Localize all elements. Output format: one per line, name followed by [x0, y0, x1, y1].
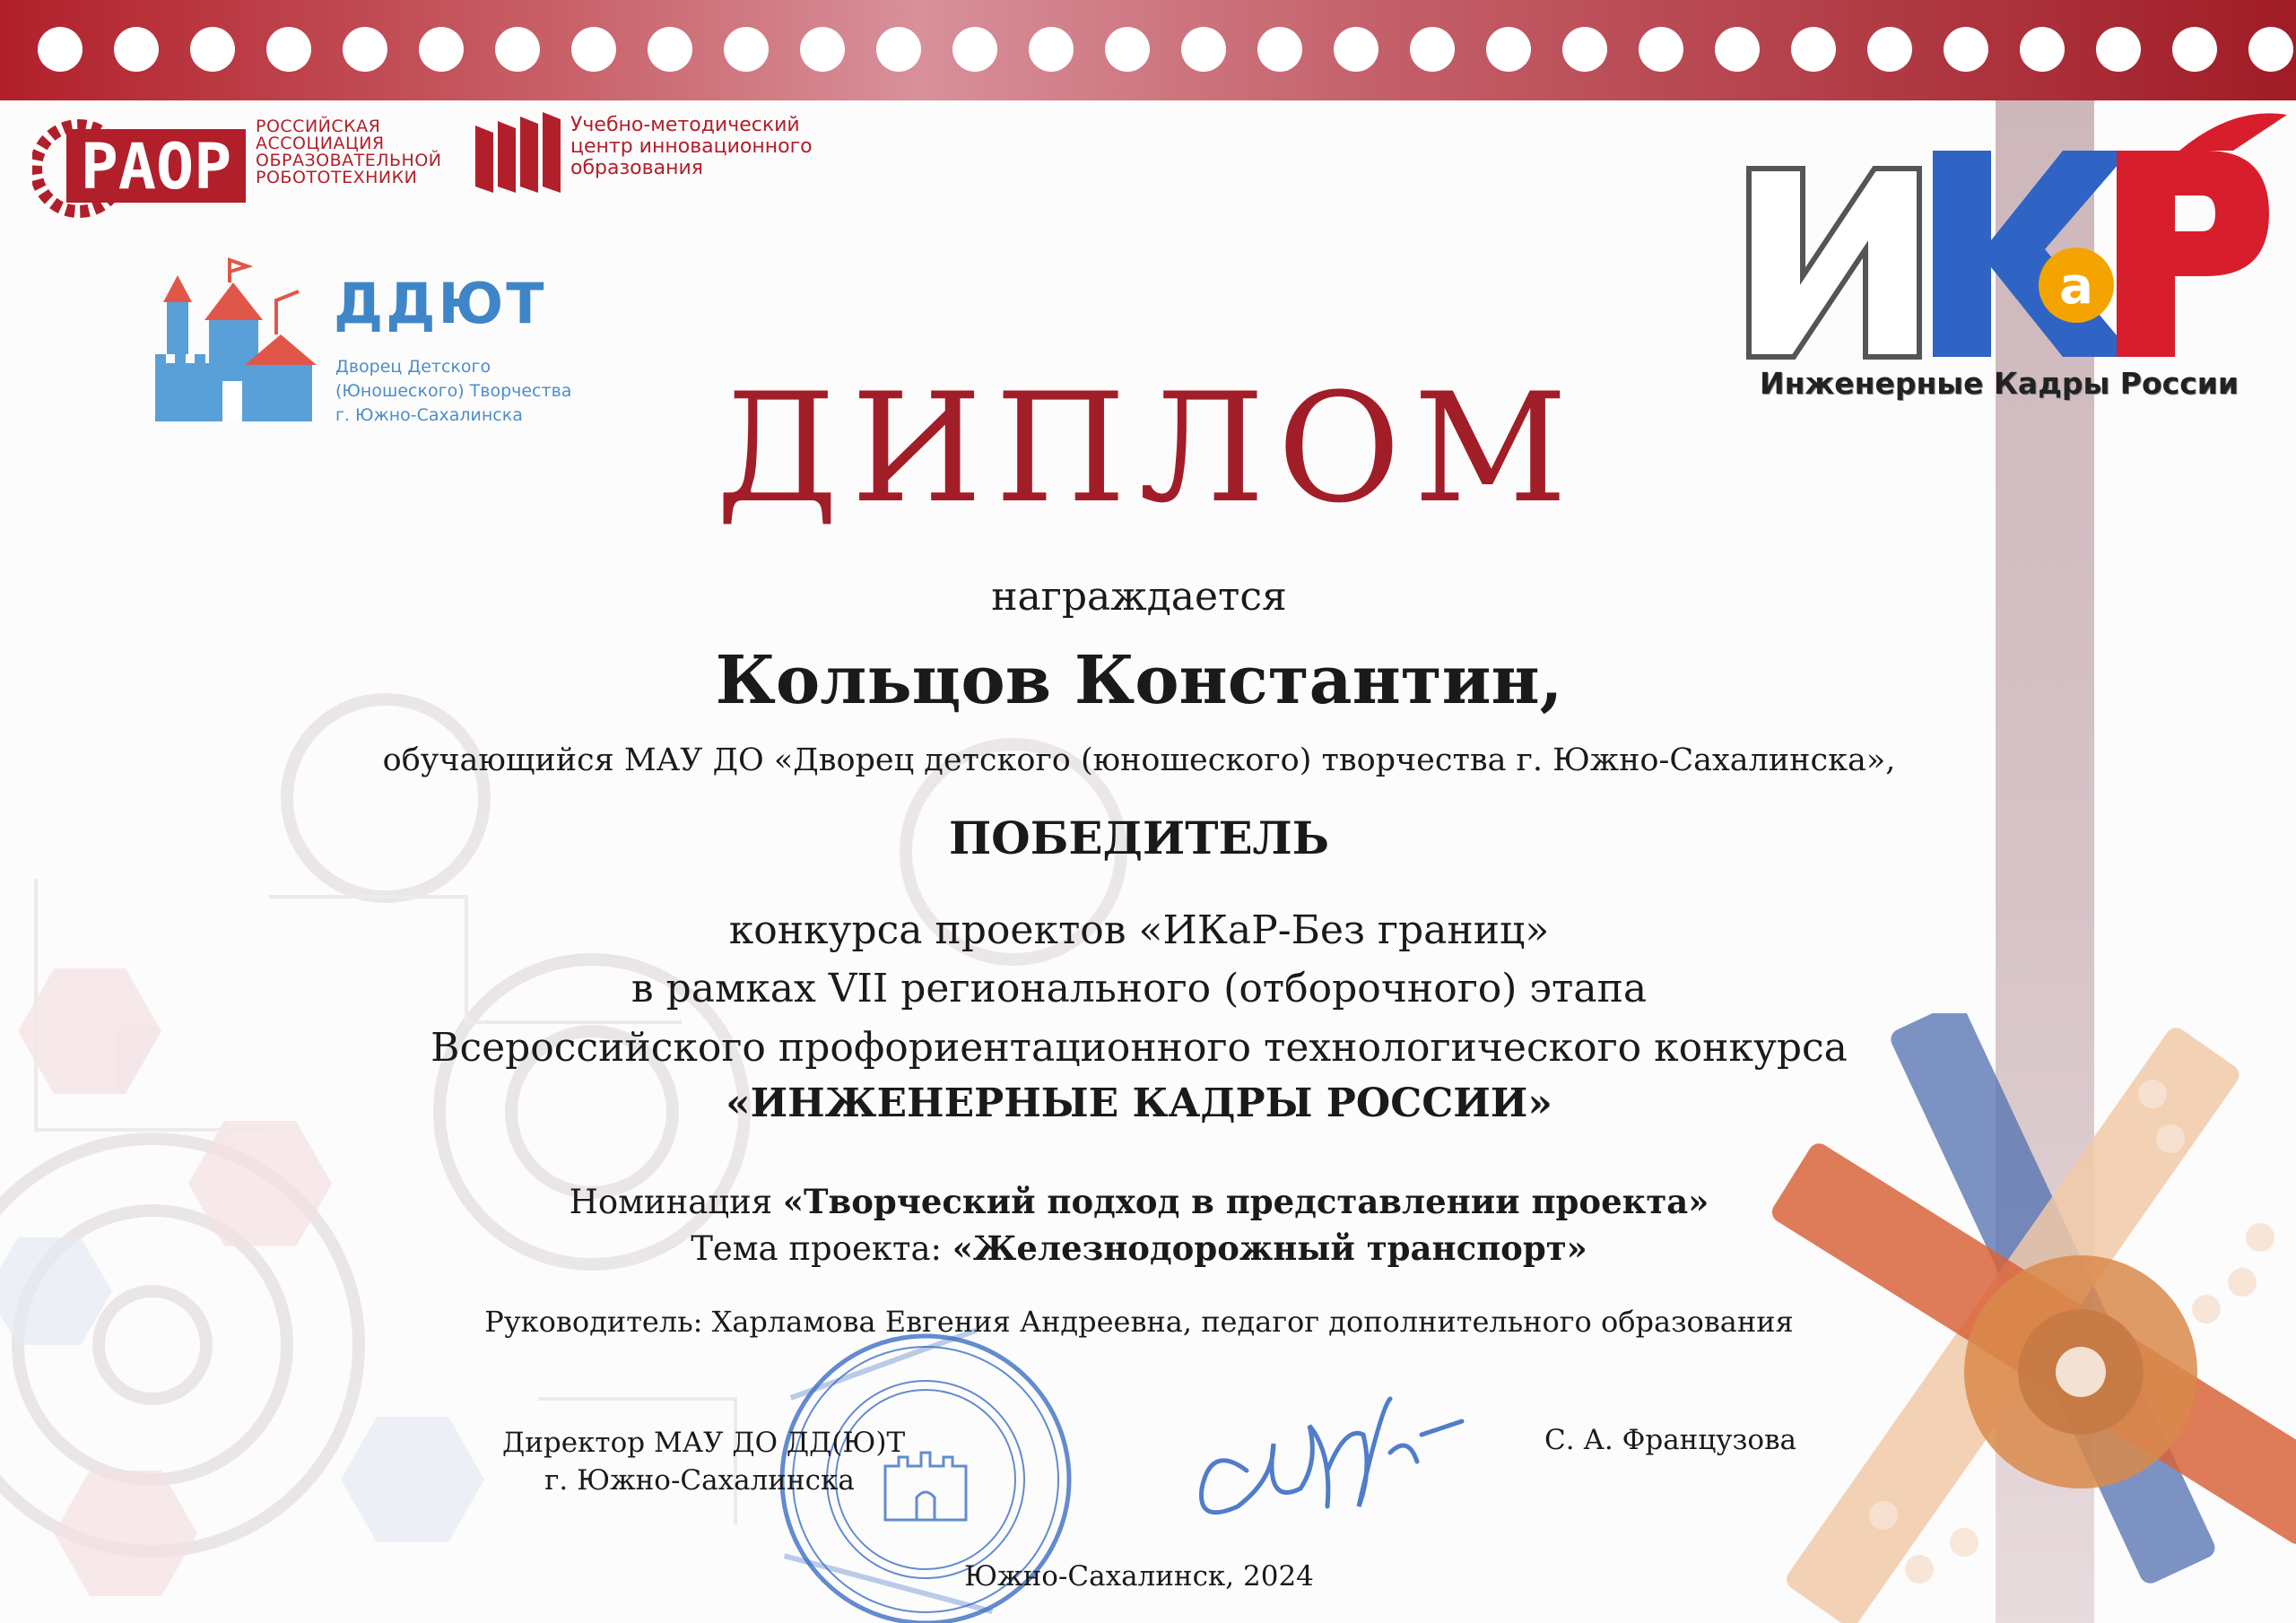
film-hole [2096, 27, 2141, 72]
film-hole [1257, 27, 1302, 72]
film-hole [648, 27, 692, 72]
film-hole [1562, 27, 1607, 72]
nomination-value: «Творческий подход в представлении проекта» [782, 1182, 1709, 1221]
ikar-logo [1731, 106, 2287, 375]
film-hole [1334, 27, 1378, 72]
nomination [0, 1182, 2278, 1221]
topic-label: Тема проекта: [691, 1229, 942, 1268]
film-hole [800, 27, 845, 72]
umc-book-logo [471, 108, 570, 197]
contest-line: в рамках VII регионального (отборочного) этапа [631, 966, 1648, 1011]
raor-line: РОССИЙСКАЯ [256, 117, 381, 136]
ddut-line: Дворец Детского [335, 357, 491, 377]
film-hole [2248, 27, 2293, 72]
film-hole [1486, 27, 1531, 72]
film-hole [190, 27, 235, 72]
raor-line: АССОЦИАЦИЯ [256, 134, 385, 153]
film-hole [38, 27, 83, 72]
raor-logo [32, 117, 257, 224]
raor-line: РОБОТОТЕХНИКИ [256, 168, 418, 187]
film-hole [1639, 27, 1683, 72]
topic-value: «Железнодорожный транспорт» [952, 1228, 1587, 1268]
film-hole [1105, 27, 1150, 72]
project-topic [0, 1228, 2278, 1268]
film-hole [2172, 27, 2217, 72]
film-hole [114, 27, 159, 72]
director-line: Директор МАУ ДО ДД(Ю)Т [502, 1427, 906, 1459]
umc-line: центр инновационного [570, 135, 813, 158]
umc-line: образования [570, 157, 703, 179]
film-hole [1029, 27, 1074, 72]
ikar-caption: Инженерные Кадры России [1760, 366, 2239, 401]
ddut-line: г. Южно-Сахалинска [335, 405, 523, 425]
film-hole [1867, 27, 1912, 72]
film-hole [1944, 27, 1988, 72]
contest-line: Всероссийского профориентационного технологического конкурса [430, 1025, 1848, 1071]
director-title [502, 1424, 906, 1499]
film-hole [571, 27, 616, 72]
film-hole [1410, 27, 1455, 72]
nomination-label: Номинация [569, 1183, 773, 1221]
winner-status: ПОБЕДИТЕЛЬ [948, 812, 1330, 864]
umc-line: Учебно-методический [570, 114, 800, 136]
contest-name: «ИНЖЕНЕРНЫЕ КАДРЫ РОССИИ» [726, 1081, 1552, 1126]
diploma-title: ДИПЛОМ [716, 360, 1580, 536]
film-hole [343, 27, 387, 72]
film-hole [1181, 27, 1226, 72]
svg-text:РАОР: РАОР [80, 130, 232, 204]
film-hole [952, 27, 997, 72]
ddut-line: (Юношеского) Творчества [335, 381, 572, 401]
recipient-name: Кольцов Константин, [715, 642, 1563, 719]
director-line: г. Южно-Сахалинска [544, 1464, 855, 1497]
contest-line: конкурса проектов «ИКаР-Без границ» [728, 907, 1550, 953]
film-hole [724, 27, 769, 72]
film-hole [876, 27, 921, 72]
project-leader: Руководитель: Харламова Евгения Андреевна, педагог дополнительного образования [484, 1305, 1794, 1339]
student-affiliation: обучающийся МАУ ДО «Дворец детского (юношеского) творчества г. Южно-Сахалинска», [382, 742, 1896, 778]
umc-logo-text [570, 115, 813, 179]
ddut-title: ДДЮТ [334, 271, 547, 336]
raor-logo-text [256, 118, 442, 187]
film-hole [1715, 27, 1760, 72]
film-hole [419, 27, 464, 72]
svg-text:а: а [2059, 257, 2093, 316]
city-year: Южно-Сахалинск, 2024 [964, 1560, 1314, 1593]
awarded-text: награждается [991, 574, 1287, 620]
film-hole [1791, 27, 1836, 72]
film-hole [2020, 27, 2065, 72]
raor-line: ОБРАЗОВАТЕЛЬНОЙ [256, 151, 442, 170]
film-hole [495, 27, 540, 72]
director-name: С. А. Французова [1544, 1424, 1797, 1456]
director-signature [1175, 1372, 1480, 1551]
film-hole [266, 27, 311, 72]
